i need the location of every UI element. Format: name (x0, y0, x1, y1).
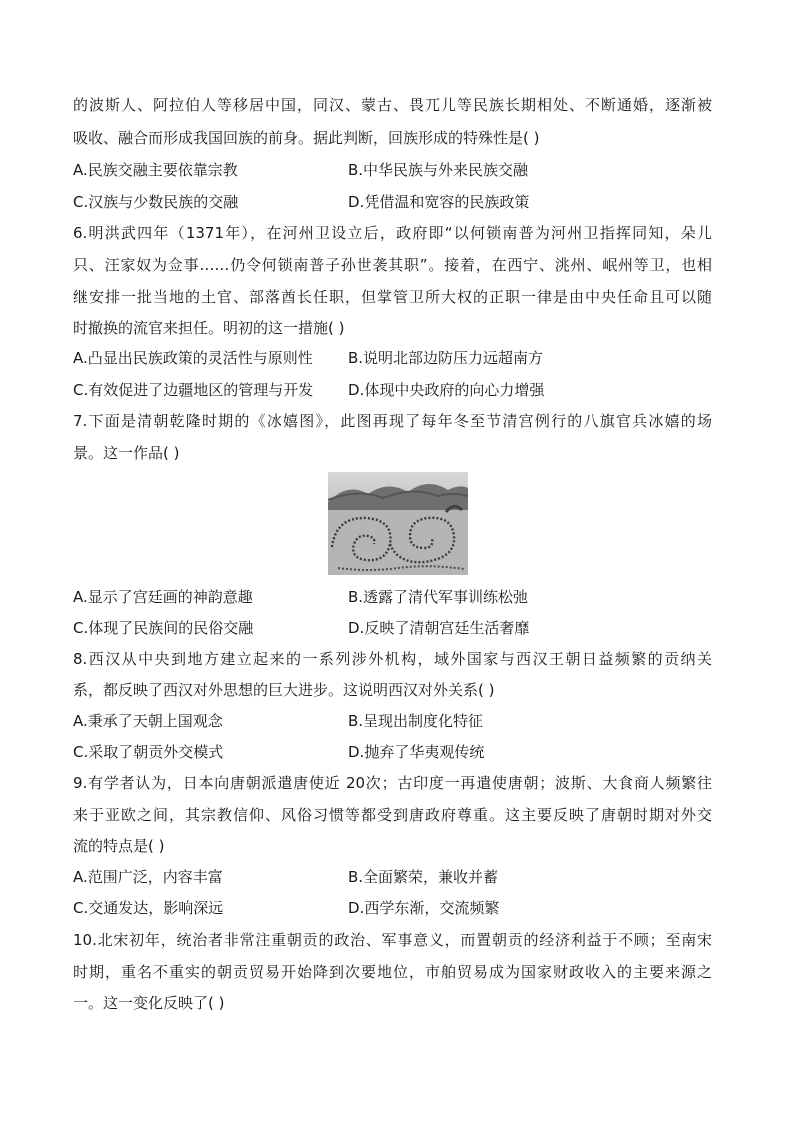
q8-option-d[interactable]: D.抛弃了华夷观传统 (348, 743, 485, 761)
q5-option-b[interactable]: B.中华民族与外来民族交融 (348, 161, 529, 179)
q6-option-c[interactable]: C.有效促进了边疆地区的管理与开发 (73, 381, 314, 399)
q5-line-2: 吸收、融合而形成我国回族的前身。据此判断，回族形成的特殊性是( ) (73, 129, 540, 147)
q8-option-b[interactable]: B.呈现出制度化特征 (348, 712, 484, 730)
q8-line-1: 8.西汉从中央到地方建立起来的一系列涉外机构，域外国家与西汉王朝日益频繁的贡纳关 (73, 650, 712, 668)
q6-line-4: 时撤换的流官来担任。明初的这一措施( ) (73, 319, 345, 337)
q9-option-d[interactable]: D.西学东渐，交流频繁 (348, 899, 500, 917)
q8-option-a[interactable]: A.秉承了天朝上国观念 (73, 712, 223, 730)
q10-line-3: 一。这一变化反映了( ) (73, 994, 225, 1012)
q5-option-a[interactable]: A.民族交融主要依靠宗教 (73, 161, 238, 179)
q6-option-d[interactable]: D.体现中央政府的向心力增强 (348, 381, 545, 399)
q5-option-d[interactable]: D.凭借温和宽容的民族政策 (348, 193, 530, 211)
q9-option-b[interactable]: B.全面繁荣，兼收并蓄 (348, 868, 499, 886)
skating-spiral-drawing (328, 472, 468, 575)
q6-line-3: 继安排一批当地的土官、部落酋长任职，但掌管卫所大权的正职一律是由中央任命且可以随 (73, 288, 712, 306)
q5-line-1: 的波斯人、阿拉伯人等移居中国，同汉、蒙古、畏兀儿等民族长期相处、不断通婚，逐渐被 (73, 96, 712, 114)
q6-line-1: 6.明洪武四年（1371年），在河州卫设立后，政府即“以何锁南普为河州卫指挥同知，朵儿 (73, 224, 712, 242)
q7-option-a[interactable]: A.显示了宫廷画的神韵意趣 (73, 588, 253, 606)
q7-option-d[interactable]: D.反映了清朝宫廷生活奢靡 (348, 619, 530, 637)
q6-option-a[interactable]: A.凸显出民族政策的灵活性与原则性 (73, 349, 313, 367)
q7-option-c[interactable]: C.体现了民族间的民俗交融 (73, 619, 254, 637)
q9-line-1: 9.有学者认为，日本向唐朝派遣唐使近 20次；古印度一再遣使唐朝；波斯、大食商人频繁往 (73, 774, 712, 792)
q10-line-2: 时期，重名不重实的朝贡贸易开始降到次要地位，市舶贸易成为国家财政收入的主要来源之 (73, 963, 712, 981)
q10-line-1: 10.北宋初年，统治者非常注重朝贡的政治、军事意义，而置朝贡的经济利益于不顾；至南宋 (73, 931, 712, 949)
q8-line-2: 系，都反映了西汉对外思想的巨大进步。这说明西汉对外关系( ) (73, 681, 495, 699)
q7-line-1: 7.下面是清朝乾隆时期的《冰嬉图》，此图再现了每年冬至节清宫例行的八旗官兵冰嬉的场 (73, 412, 712, 430)
q9-line-2: 来于亚欧之间，其宗教信仰、风俗习惯等都受到唐政府尊重。这主要反映了唐朝时期对外交 (73, 806, 712, 824)
q9-option-c[interactable]: C.交通发达，影响深远 (73, 899, 224, 917)
q9-line-3: 流的特点是( ) (73, 837, 165, 855)
q7-line-2: 景。这一作品( ) (73, 444, 180, 462)
q6-line-2: 只、汪家奴为佥事……仍令何锁南普子孙世袭其职”。接着，在西宁、洮州、岷州等卫，也相 (73, 256, 712, 274)
q8-option-c[interactable]: C.采取了朝贡外交模式 (73, 743, 224, 761)
bingxi-painting-image (328, 472, 468, 575)
q9-option-a[interactable]: A.范围广泛，内容丰富 (73, 868, 223, 886)
q5-option-c[interactable]: C.汉族与少数民族的交融 (73, 193, 239, 211)
q6-option-b[interactable]: B.说明北部边防压力远超南方 (348, 349, 544, 367)
q7-option-b[interactable]: B.透露了清代军事训练松弛 (348, 588, 529, 606)
